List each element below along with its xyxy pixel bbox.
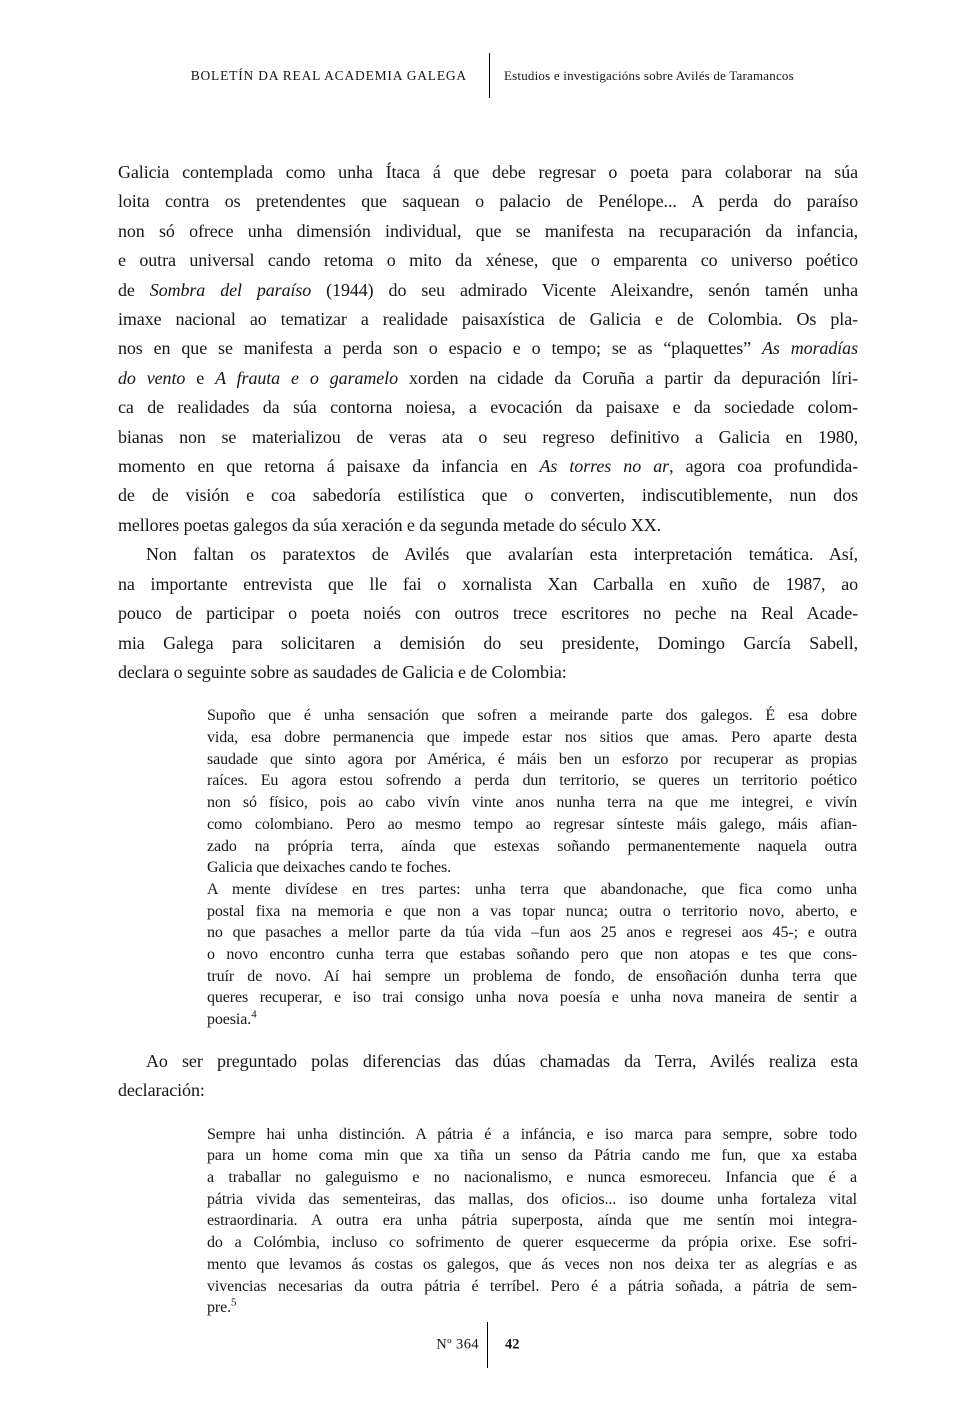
text-segment: ca de realidades da súa contorna noiesa, a evocación da paisaxe e da sociedade colom- xyxy=(118,397,858,418)
text-segment: non só ofrece unha dimensión individual, que se manifesta na recuparación da infancia, xyxy=(118,220,858,241)
italic-title: As moradías xyxy=(762,338,858,359)
text-line xyxy=(118,364,858,393)
text-segment: Non faltan os paratextos de Avilés que avalarían esta interpretación temática. Así, xyxy=(146,544,858,565)
text-line xyxy=(118,305,858,334)
text-segment: truír de novo. Aí hai sempre un problema de fondo, de ensoñación dunha terra que xyxy=(207,967,857,985)
page-header xyxy=(118,53,858,98)
text-segment: declaración: xyxy=(118,1080,205,1101)
text-line xyxy=(207,1189,857,1211)
text-line xyxy=(118,511,858,540)
text-line xyxy=(207,879,857,901)
block-quote xyxy=(207,879,857,1031)
text-line xyxy=(118,658,858,687)
italic-title: Sombra del paraíso xyxy=(149,279,312,300)
text-segment: pre. xyxy=(207,1299,232,1317)
text-line xyxy=(207,1124,857,1146)
text-line xyxy=(118,629,858,658)
text-segment: para un home coma min que xa tiña un senso da Pátria cando me fun, que xa estaba xyxy=(207,1147,857,1165)
text-segment: e outra universal cando retoma o mito da xénese, que o emparenta co universo poético xyxy=(118,250,858,271)
text-line xyxy=(118,187,858,216)
page-number: 42 xyxy=(505,1336,520,1353)
text-line xyxy=(118,1076,858,1105)
italic-title: A frauta e o garamelo xyxy=(215,367,398,388)
text-segment: na importante entrevista que lle fai o xornalista Xan Carballa en xuño de 1987, ao xyxy=(118,573,858,594)
text-segment: loita contra os pretendentes que saquean o palacio de Penélope... A perda do paraíso xyxy=(118,191,858,212)
body-paragraph xyxy=(118,540,858,687)
text-segment: o novo encontro cunha terra que estabas soñando pero que non atopas e tes que cons- xyxy=(207,946,857,964)
text-line xyxy=(207,836,857,858)
text-line xyxy=(118,246,858,275)
issue-number: Nº 364 xyxy=(436,1336,479,1353)
text-segment: estraordinaria. A outra era unha pátria superposta, aínda que me sentín moi integra- xyxy=(207,1212,857,1230)
text-line xyxy=(207,1167,857,1189)
text-line xyxy=(207,901,857,923)
text-segment: postal fixa na memoria e que non a vas topar nunca; outra o territorio novo, aberto, e xyxy=(207,902,857,920)
italic-title: do vento xyxy=(118,367,186,388)
text-segment: nos en que se manifesta a perda son o espacio e o tempo; se as “plaquettes” xyxy=(118,338,763,359)
text-line xyxy=(207,1145,857,1167)
text-line xyxy=(207,922,857,944)
text-line xyxy=(118,423,858,452)
text-line xyxy=(118,599,858,628)
text-line xyxy=(118,481,858,510)
text-line xyxy=(207,749,857,771)
text-line xyxy=(207,857,857,879)
text-segment: mellores poetas galegos da súa xeración e da segunda metade do século XX. xyxy=(118,514,662,535)
footer-divider xyxy=(487,1322,488,1368)
text-segment: pouco de participar o poeta noiés con outros trece escritores no peche na Real Acade- xyxy=(118,603,858,624)
page-footer xyxy=(0,1322,975,1368)
text-line xyxy=(118,276,858,305)
text-segment: queres recuperar, e iso trai consigo unha nova poesía e unha nova maneira de sentir a xyxy=(207,989,857,1007)
body-paragraph xyxy=(118,1047,858,1106)
text-segment: e xyxy=(185,367,216,388)
text-segment: non só físico, pois ao cabo vivín vinte anos nunha terra na que me integrei, e vivín xyxy=(207,794,857,812)
text-line xyxy=(118,217,858,246)
text-segment: saudade que sinto agora por América, é máis ben un esforzo por recuperar as propias xyxy=(207,750,857,768)
text-line xyxy=(207,1232,857,1254)
text-segment: a traballar no galeguismo e no nacionalismo, e nunca esmoreceu. Infancia que é a xyxy=(207,1169,857,1187)
text-line xyxy=(207,770,857,792)
text-line xyxy=(118,452,858,481)
text-segment: no que pasaches a mellor parte da túa vida –fun aos 25 anos e regresei aos 45-; e outra xyxy=(207,924,857,942)
text-line xyxy=(207,966,857,988)
text-line xyxy=(118,1047,858,1076)
text-line xyxy=(207,792,857,814)
text-line xyxy=(207,987,857,1009)
footnote-ref: 5 xyxy=(231,1296,237,1309)
text-line xyxy=(207,944,857,966)
text-segment: zado na própria terra, aínda que estexas soñando permanentemente naquela outra xyxy=(207,837,857,855)
text-segment: raíces. Eu agora estou sofrendo a perda dun territorio, se queres un territorio poético xyxy=(207,772,857,790)
text-line xyxy=(207,1009,857,1031)
text-segment: Sempre hai unha distinción. A pátria é a infáncia, e iso marca para sempre, sobre todo xyxy=(207,1125,857,1143)
text-segment: xorden na cidade da Coruña a partir da depuración líri- xyxy=(397,367,858,388)
text-segment: A mente divídese en tres partes: unha terra que abandonache, que fica como unha xyxy=(207,880,857,898)
text-segment: Galicia que deixaches cando te foches. xyxy=(207,859,452,877)
text-segment: de xyxy=(118,279,150,300)
text-line xyxy=(118,334,858,363)
text-segment: bianas non se materializou de veras ata o seu regreso definitivo a Galicia en 1980, xyxy=(118,426,858,447)
italic-title: As torres no ar xyxy=(539,456,670,477)
text-segment: vida, esa dobre permanencia que impede estar nos sitios que amas. Pero aparte desta xyxy=(207,729,857,747)
text-segment: vivencias necesarias da outra pátria é terríbel. Pero é a pátria soñada, a pátria de sem- xyxy=(207,1277,857,1295)
text-line xyxy=(207,1210,857,1232)
footnote-ref: 4 xyxy=(251,1008,257,1021)
text-segment: imaxe nacional ao tematizar a realidade paisaxística de Galicia e de Colombia. Os pla- xyxy=(118,309,858,330)
text-segment: de de visión e coa sabedoría estilística que o converten, indiscutiblemente, nun dos xyxy=(118,485,858,506)
text-segment: Ao ser preguntado polas diferencias das dúas chamadas da Terra, Avilés realiza esta xyxy=(146,1050,858,1071)
text-line xyxy=(207,1254,857,1276)
text-segment: Galicia contemplada como unha Ítaca á que debe regresar o poeta para colaborar na súa xyxy=(118,162,858,182)
text-segment: como colombiano. Pero ao mesmo tempo ao regresar sínteste máis galego, máis afian- xyxy=(207,815,857,833)
text-segment: pátria vivida das sementeiras, das mallas, dos oficios... iso doume unha fortaleza vital xyxy=(207,1190,857,1208)
text-line xyxy=(118,393,858,422)
text-line xyxy=(207,1297,857,1319)
journal-title: BOLETÍN DA REAL ACADEMIA GALEGA xyxy=(190,67,467,83)
text-segment: do a Colómbia, incluso co sofrimento de querer esquecerme da própia orixe. Ese sofri- xyxy=(207,1234,857,1252)
text-line xyxy=(207,1276,857,1298)
text-segment: poesia. xyxy=(207,1011,252,1029)
text-line xyxy=(207,705,857,727)
text-segment: mia Galega para solicitaren a demisión do seu presidente, Domingo García Sabell, xyxy=(118,632,858,653)
text-segment: (1944) do seu admirado Vicente Aleixandre, senón tamén unha xyxy=(311,279,858,300)
text-segment: , agora coa profundida- xyxy=(669,456,858,477)
text-line xyxy=(118,570,858,599)
text-line xyxy=(207,727,857,749)
text-segment: declara o seguinte sobre as saudades de Galicia e de Colombia: xyxy=(118,661,567,682)
block-quote xyxy=(207,1124,857,1319)
body-paragraph xyxy=(118,158,858,540)
block-quote xyxy=(207,705,857,879)
text-line xyxy=(118,540,858,569)
text-line xyxy=(118,158,858,187)
text-line xyxy=(207,814,857,836)
text-segment: mento que levamos ás costas os galegos, que ás veces non nos deixa ter as alegrías e as xyxy=(207,1255,857,1273)
text-segment: Supoño que é unha sensación que sofren a meirande parte dos galegos. É esa dobre xyxy=(207,707,857,725)
content xyxy=(118,158,858,1319)
text-segment: momento en que retorna á paisaxe da infancia en xyxy=(118,456,540,477)
section-title: Estudios e investigacións sobre Avilés de Taramancos xyxy=(504,67,794,83)
